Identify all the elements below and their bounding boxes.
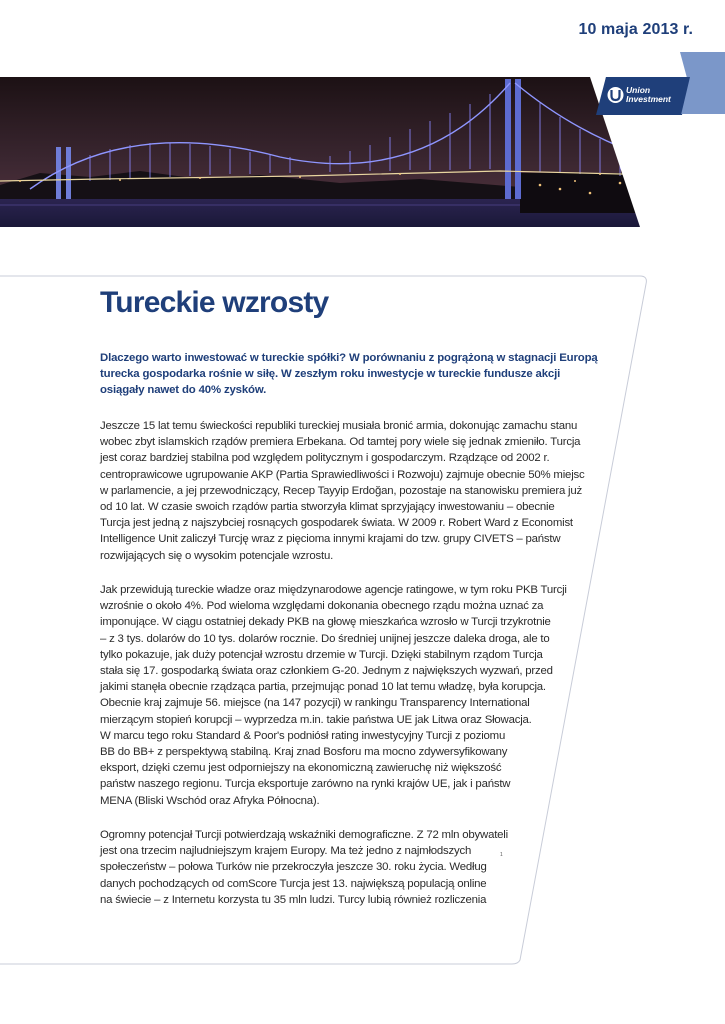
paragraph-line: jakimi stanęła obecnie rządząca partia, przejmując ponad 10 lat temu władzę, była korupcja. bbox=[100, 681, 546, 694]
paragraph-line: W marcu tego roku Standard & Poor's podniósł rating inwestycyjny Turcji z poziomu bbox=[100, 729, 506, 742]
article-lead: Dlaczego warto inwestować w tureckie spółki? W porównaniu z pogrążoną w stagnacji Europą turecka gospodarka rośnie w siłę. W zeszłym roku inwestycje w tureckie fundusze akcji osiągały nawet do 40% zysków. bbox=[100, 352, 598, 397]
paragraph-line: – z 3 tys. dolarów do 10 tys. dolarów rocznie. Do średniej unijnej jeszcze daleka droga, ale to bbox=[100, 632, 550, 645]
union-investment-logo-icon bbox=[607, 86, 624, 104]
article-title: Tureckie wzrosty bbox=[100, 286, 329, 319]
paragraph-line: społeczeństw – połowa Turków nie przekroczyła jeszcze 30. roku życia. Według bbox=[100, 861, 487, 874]
paragraph-1 bbox=[100, 418, 585, 564]
paragraph-line: w parlamencie, a jej przewodniczący, Recep Tayyip Erdoğan, pozostaje na stanowisku premiera już bbox=[100, 484, 583, 497]
logo-line-2: Investment bbox=[626, 94, 671, 104]
paragraph-3 bbox=[100, 827, 508, 908]
paragraph-line: Jak przewidują tureckie władze oraz międzynarodowe agencje ratingowe, w tym roku PKB Turcji bbox=[100, 584, 567, 596]
paragraph-line: rozwijających się o wysokim potencjale wzrostu. bbox=[100, 549, 334, 562]
paragraph-line: na świecie – z Internetu korzysta tu 35 mln ludzi. Turcy lubią również rozliczenia bbox=[100, 893, 487, 906]
paragraph-line: Turcja jest jedną z najszybciej rosnących gospodarek świata. W 2009 r. Robert Ward z Economist bbox=[100, 517, 573, 530]
paragraph-line: centroprawicowe ugrupowanie AKP (Partia Sprawiedliwości i Rozwoju) zajmuje obecnie 50% miejsc bbox=[100, 468, 585, 481]
paragraph-line: mierzącym stopień korupcji – wyprzedza m.in. takie państwa UE jak Litwa oraz Słowacja. bbox=[100, 713, 532, 726]
paragraph-2 bbox=[100, 582, 567, 809]
paragraph-line: wzrośnie o około 4%. Pod wieloma względami dokonania obecnego rządu można uznać za bbox=[100, 600, 544, 613]
paragraph-line: BB do BB+ z perspektywą stabilną. Kraj znad Bosforu ma mocno zdywersyfikowany bbox=[100, 746, 508, 759]
paragraph-line: wobec zbyt islamskich rządów premiera Erbekana. Od tamtej pory wiele się jednak zmieniło. Turcja bbox=[100, 436, 581, 449]
paragraph-line: danych pochodzących od comScore Turcja jest 13. największą populacją online bbox=[100, 877, 487, 890]
paragraph-line: eksport, dzięki czemu jest odporniejszy na ekonomiczną zawieruchę niż większość bbox=[100, 762, 502, 775]
paragraph-line: Ogromny potencjał Turcji potwierdzają wskaźniki demograficzne. Z 72 mln obywateli bbox=[100, 829, 508, 841]
logo-accent-tab bbox=[0, 50, 725, 200]
company-logo bbox=[626, 86, 671, 104]
paragraph-line: imponujące. W ciągu ostatniej dekady PKB na głowę mieszkańca wzrosło w Turcji trzykrotnie bbox=[100, 616, 551, 629]
paragraph-line: Intelligence Unit zaliczył Turcję wraz z pięcioma innymi krajami do tzw. grupy CIVETS – państw bbox=[100, 533, 561, 546]
page-number: 1 bbox=[500, 852, 503, 858]
paragraph-line: stała się 17. gospodarką świata oraz członkiem G-20. Jednym z największych wyzwań, przed bbox=[100, 665, 553, 678]
document-date: 10 maja 2013 r. bbox=[578, 21, 693, 38]
paragraph-line: państw naszego regionu. Turcja eksportuje zarówno na rynki krajów UE, jak i państw bbox=[100, 778, 511, 791]
paragraph-line: MENA (Bliski Wschód oraz Afryka Północna). bbox=[100, 794, 320, 807]
paragraph-line: jest coraz bardziej stabilna pod względem politycznym i gospodarczym. Rządzące od 2002 r. bbox=[100, 452, 550, 465]
logo-line-1: Union bbox=[626, 85, 651, 95]
paragraph-line: Jeszcze 15 lat temu świeckości republiki tureckiej musiała bronić armia, dokonując zamachu stanu bbox=[100, 420, 578, 432]
paragraph-line: tylko pokazuje, jak duży potencjał wzrostu drzemie w Turcji. Dzięki stabilnym rządom Turcja bbox=[100, 648, 543, 661]
paragraph-line: od 10 lat. W czasie swoich rządów partia stworzyła klimat sprzyjający inwestowaniu – obecnie bbox=[100, 501, 555, 514]
paragraph-line: Obecnie kraj zajmuje 56. miejsce (na 147 pozycji) w rankingu Transparency International bbox=[100, 697, 530, 710]
paragraph-line: jest ona trzecim najludniejszym krajem Europy. Ma też jedno z najmłodszych bbox=[100, 845, 472, 858]
